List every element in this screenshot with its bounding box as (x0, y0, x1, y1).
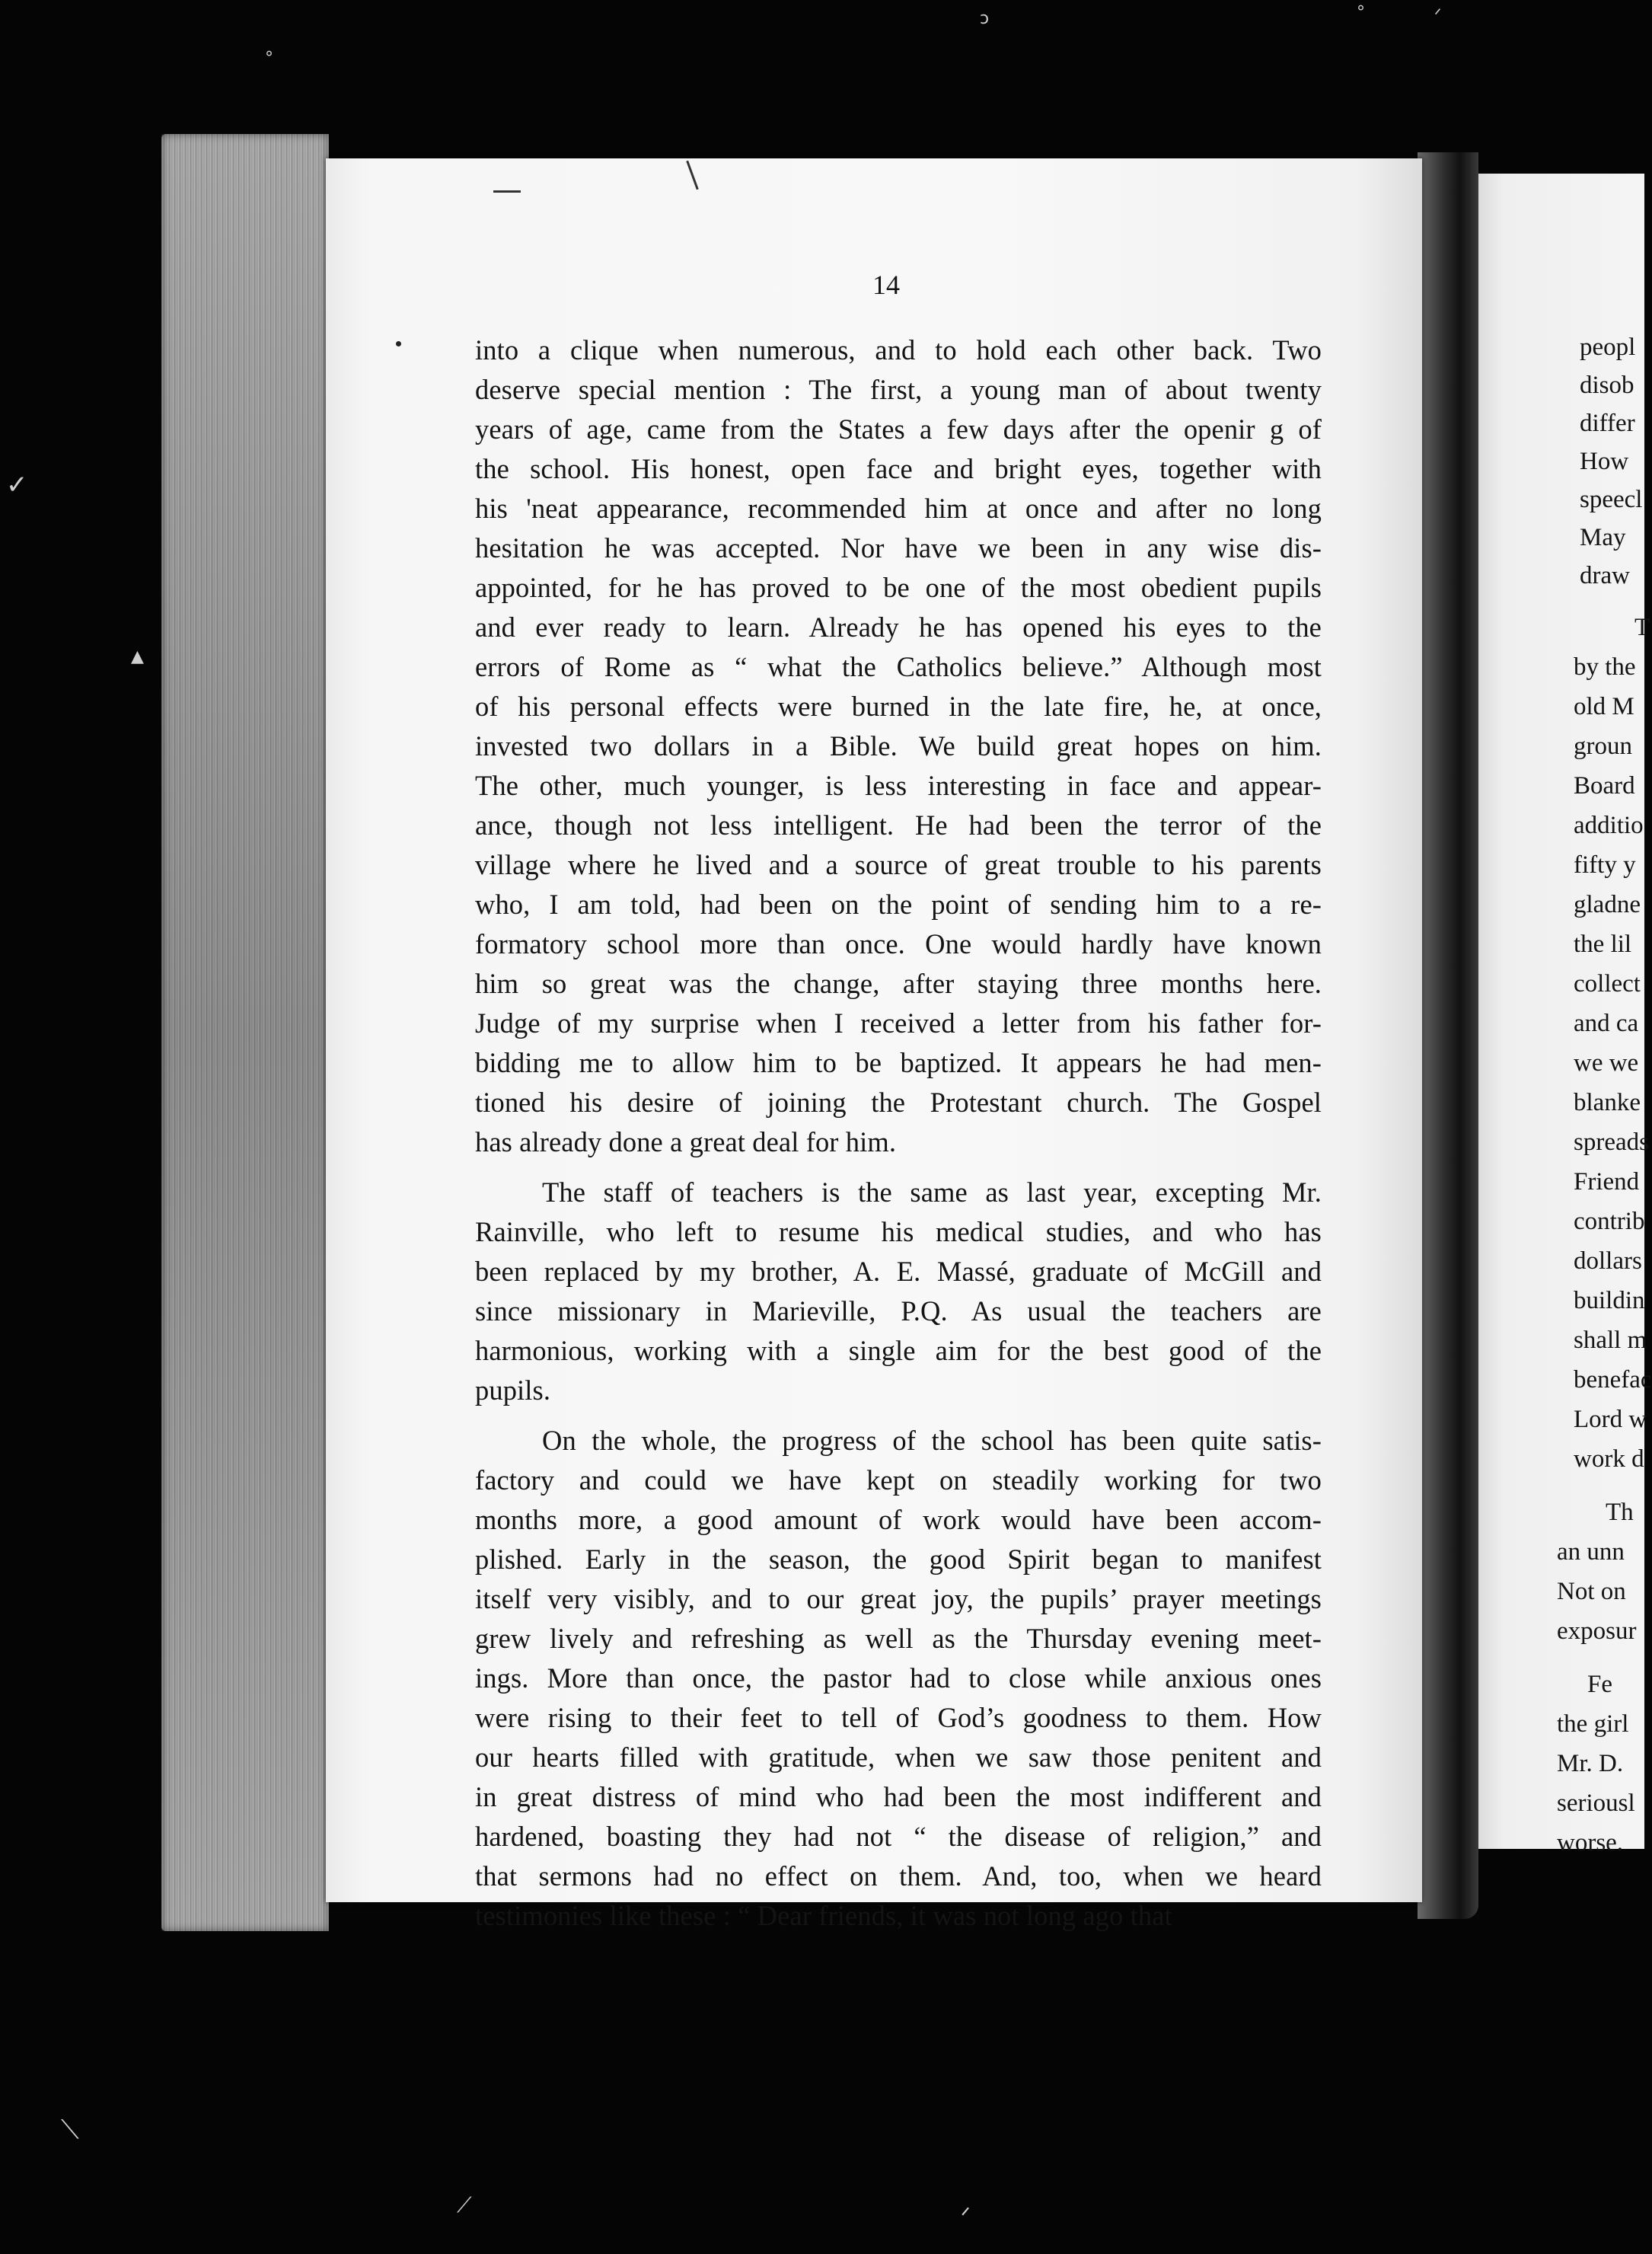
page-number: 14 (872, 270, 900, 300)
dust-speck: ° (1357, 3, 1365, 22)
text-line: that sermons had no effect on them. And, too, when we heard (475, 1860, 1322, 1892)
text-line: deserve special mention : The first, a young man of about twenty (475, 374, 1322, 405)
text-line: years of age, came from the States a few days after the openir g of (475, 413, 1322, 445)
facing-page-line: draw (1580, 562, 1630, 589)
dust-speck: ⟍ (61, 2115, 79, 2145)
facing-page-line: How (1580, 448, 1629, 475)
text-line: tioned his desire of joining the Protestant church. The Gospel (475, 1087, 1322, 1118)
text-line: our hearts filled with gratitude, when we saw those penitent and (475, 1742, 1322, 1773)
text-line: errors of Rome as “ what the Catholics believe.” Although most (475, 651, 1322, 682)
text-line: Rainville, who left to resume his medical studies, and who has (475, 1216, 1322, 1247)
text-line: into a clique when numerous, and to hold each other back. Two (475, 334, 1322, 366)
text-line: hardened, boasting they had not “ the disease of religion,” and (475, 1821, 1322, 1852)
text-line: were rising to their feet to tell of God’s goodness to them. How (475, 1702, 1322, 1733)
facing-page-line: Lord w (1574, 1406, 1647, 1433)
facing-page-line: worse. (1557, 1829, 1624, 1857)
facing-page-line: disob (1580, 372, 1634, 399)
facing-page-line: gladne (1574, 891, 1641, 918)
facing-page-line: Th (1606, 1499, 1634, 1526)
facing-page-line: T (1634, 614, 1650, 641)
facing-page-line: Mr. D. (1557, 1750, 1624, 1777)
facing-page-line: an unn (1557, 1538, 1625, 1566)
facing-page-line: Fe (1587, 1671, 1612, 1698)
dust-speck: ▲ (131, 647, 144, 666)
text-line: itself very visibly, and to our great joy, the pupils’ prayer meetings (475, 1583, 1322, 1614)
facing-page-line: differ (1580, 410, 1635, 437)
text-line: village where he lived and a source of great trouble to his parents (475, 849, 1322, 880)
text-line: testimonies like these : “ Dear friends, it was not long ago that (475, 1900, 1172, 1931)
text-line: in great distress of mind who had been the most indifferent and (475, 1781, 1322, 1812)
facing-page-line: peopl (1580, 334, 1636, 361)
facing-page-line: collect (1574, 970, 1641, 998)
dust-speck: ° (265, 49, 273, 68)
book-page (326, 158, 1422, 1931)
facing-page-line: contrib (1574, 1208, 1645, 1235)
dust-speck: ✓ (6, 470, 28, 500)
text-line: formatory school more than once. One would hardly have known (475, 928, 1322, 959)
text-line: him so great was the change, after staying three months here. (475, 968, 1322, 999)
facing-page-line: additio (1574, 812, 1644, 839)
text-line: ings. More than once, the pastor had to close while anxious ones (475, 1662, 1322, 1694)
text-line: bidding me to allow him to be baptized. It appears he had men- (475, 1047, 1322, 1078)
text-line: The staff of teachers is the same as last year, excepting Mr. (542, 1176, 1322, 1208)
facing-page-line: fifty y (1574, 851, 1636, 879)
text-line: invested two dollars in a Bible. We build great hopes on him. (475, 730, 1322, 761)
facing-page-line: old M (1574, 693, 1634, 720)
facing-page-line: May (1580, 524, 1626, 551)
scratch-mark (396, 341, 401, 346)
text-line: appointed, for he has proved to be one of the most obedient pupils (475, 572, 1322, 603)
facing-page (1473, 174, 1652, 1857)
facing-page-line: shall m (1574, 1327, 1647, 1354)
book-page-stack (161, 134, 329, 1931)
scratch-mark (493, 190, 521, 193)
facing-page-line: the girl (1557, 1710, 1629, 1738)
text-line: pupils. (475, 1374, 551, 1406)
facing-page-line: groun (1574, 733, 1632, 760)
text-line: been replaced by my brother, A. E. Massé, graduate of McGill and (475, 1256, 1322, 1287)
facing-page-line: seriousl (1557, 1789, 1635, 1817)
dust-speck: ⟋ (457, 2192, 472, 2217)
text-line: plished. Early in the season, the good Spirit began to manifest (475, 1544, 1322, 1575)
facing-page-line: the lil (1574, 931, 1632, 958)
facing-page-line: blanke (1574, 1089, 1641, 1116)
facing-page-line: buildin (1574, 1287, 1645, 1314)
text-line: since missionary in Marieville, P.Q. As usual the teachers are (475, 1295, 1322, 1327)
facing-page-line: we we (1574, 1049, 1639, 1077)
facing-page-line: work d (1574, 1445, 1644, 1473)
facing-page-line: Board (1574, 772, 1635, 800)
text-line: grew lively and refreshing as well as the Thursday evening meet- (475, 1623, 1322, 1654)
book-gutter (1418, 152, 1478, 1919)
text-line: months more, a good amount of work would have been accom- (475, 1504, 1322, 1535)
text-line: factory and could we have kept on steadily working for two (475, 1464, 1322, 1496)
text-line: harmonious, working with a single aim for the best good of the (475, 1335, 1322, 1366)
text-line: of his personal effects were burned in the late fire, he, at once, (475, 691, 1322, 722)
text-line: The other, much younger, is less interesting in face and appear- (475, 770, 1322, 801)
text-line: On the whole, the progress of the school has been quite satis- (542, 1425, 1322, 1456)
facing-page-line: dollars (1574, 1247, 1642, 1275)
text-line: Judge of my surprise when I received a letter from his father for- (475, 1007, 1322, 1039)
text-line: hesitation he was accepted. Nor have we been in any wise dis- (475, 532, 1322, 564)
text-line: and ever ready to learn. Already he has opened his eyes to the (475, 611, 1322, 643)
text-line: the school. His honest, open face and bright eyes, together with (475, 453, 1322, 484)
dust-speck: ᐟ (1434, 6, 1442, 25)
scratch-mark (686, 161, 698, 190)
text-line: has already done a great deal for him. (475, 1126, 897, 1157)
facing-page-line: Friend (1574, 1168, 1640, 1196)
text-line: ance, though not less intelligent. He had been the terror of the (475, 809, 1322, 841)
facing-page-line: and ca (1574, 1010, 1639, 1037)
facing-page-line: exposur (1557, 1617, 1637, 1645)
dust-speck: ᐟ (961, 2203, 971, 2230)
facing-page-line: benefac (1574, 1366, 1652, 1394)
facing-page-line: by the (1574, 653, 1636, 681)
facing-page-line: spreads (1574, 1129, 1649, 1156)
facing-page-line: Not on (1557, 1578, 1626, 1605)
dust-speck: ɔ (980, 9, 990, 28)
facing-page-line: speecl (1580, 486, 1643, 513)
text-line: his 'neat appearance, recommended him at once and after no long (475, 493, 1322, 524)
text-line: who, I am told, had been on the point of sending him to a re- (475, 889, 1322, 920)
